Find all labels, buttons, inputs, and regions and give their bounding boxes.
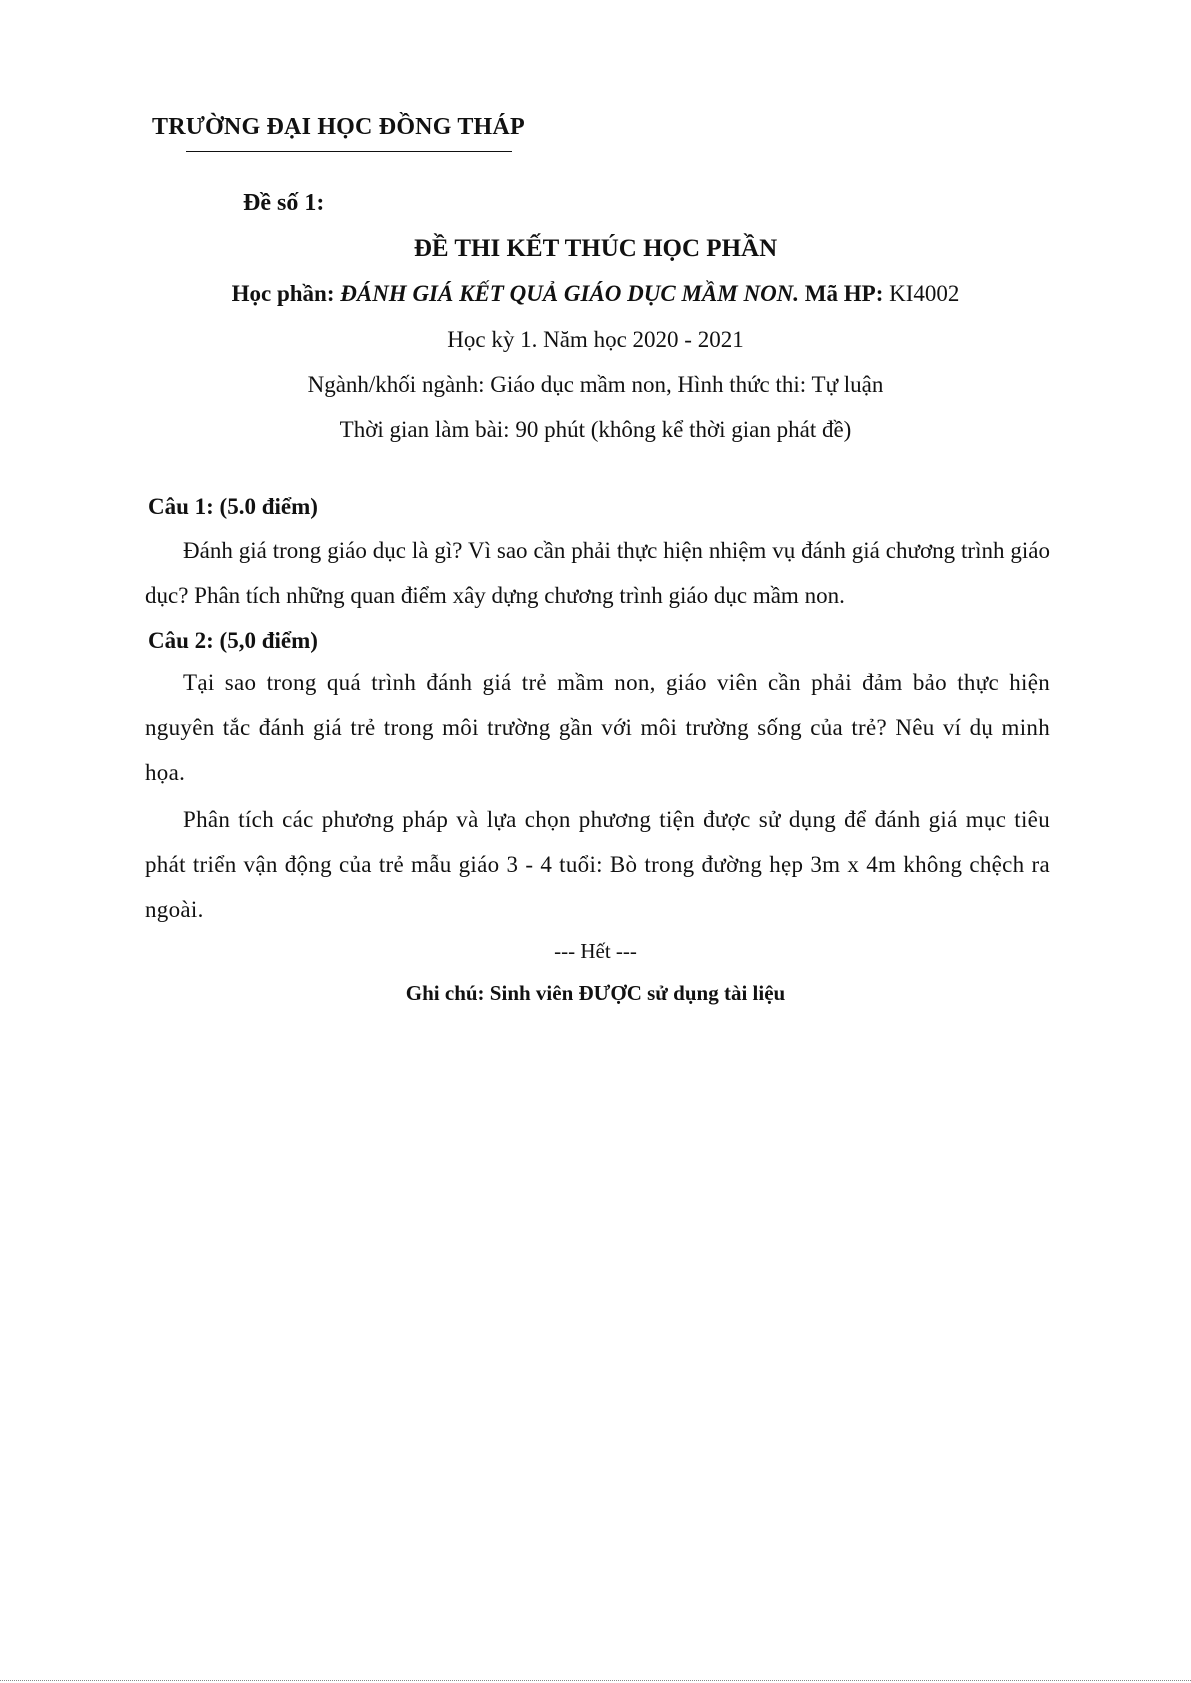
major-line: Ngành/khối ngành: Giáo dục mầm non, Hình thức thi: Tự luận (307, 372, 884, 397)
question-2-text-part-2: Phân tích các phương pháp và lựa chọn phương tiện được sử dụng để đánh giá mục tiêu phát triển vận động của trẻ mẫu giáo 3 - 4 tuổi: Bò trong đường hẹp 3m x 4m không chệch ra ngoài. (145, 807, 1050, 922)
course-label: Học phần: (231, 281, 335, 306)
course-line (145, 281, 1046, 307)
course-code-label: Mã HP: (804, 281, 884, 306)
exam-title: ĐỀ THI KẾT THÚC HỌC PHẦN (413, 235, 778, 262)
duration-line: Thời gian làm bài: 90 phút (không kể thời gian phát đề) (339, 417, 852, 442)
semester-line: Học kỳ 1. Năm học 2020 - 2021 (447, 327, 744, 352)
question-1-text: Đánh giá trong giáo dục là gì? Vì sao cần phải thực hiện nhiệm vụ đánh giá chương trình giáo dục? Phân tích những quan điểm xây dựng chương trình giáo dục mầm non. (145, 538, 1050, 608)
end-mark: --- Hết --- (554, 939, 637, 963)
question-1-heading: Câu 1: (5.0 điểm) (148, 494, 318, 519)
scan-edge-line (0, 1680, 1191, 1681)
exam-number: Đề số 1: (243, 190, 325, 216)
question-2-heading: Câu 2: (5,0 điểm) (148, 628, 318, 653)
course-name: ĐÁNH GIÁ KẾT QUẢ GIÁO DỤC MẦM NON. (340, 281, 800, 306)
school-name: TRƯỜNG ĐẠI HỌC ĐỒNG THÁP (152, 114, 525, 140)
course-code-value: KI4002 (889, 281, 960, 306)
exam-note: Ghi chú: Sinh viên ĐƯỢC sử dụng tài liệu (405, 981, 786, 1005)
question-2-text-part-1: Tại sao trong quá trình đánh giá trẻ mầm non, giáo viên cần phải đảm bảo thực hiện nguyên tắc đánh giá trẻ trong môi trường gần với môi trường sống của trẻ? Nêu ví dụ minh họa. (145, 670, 1050, 785)
school-underline (186, 151, 512, 152)
